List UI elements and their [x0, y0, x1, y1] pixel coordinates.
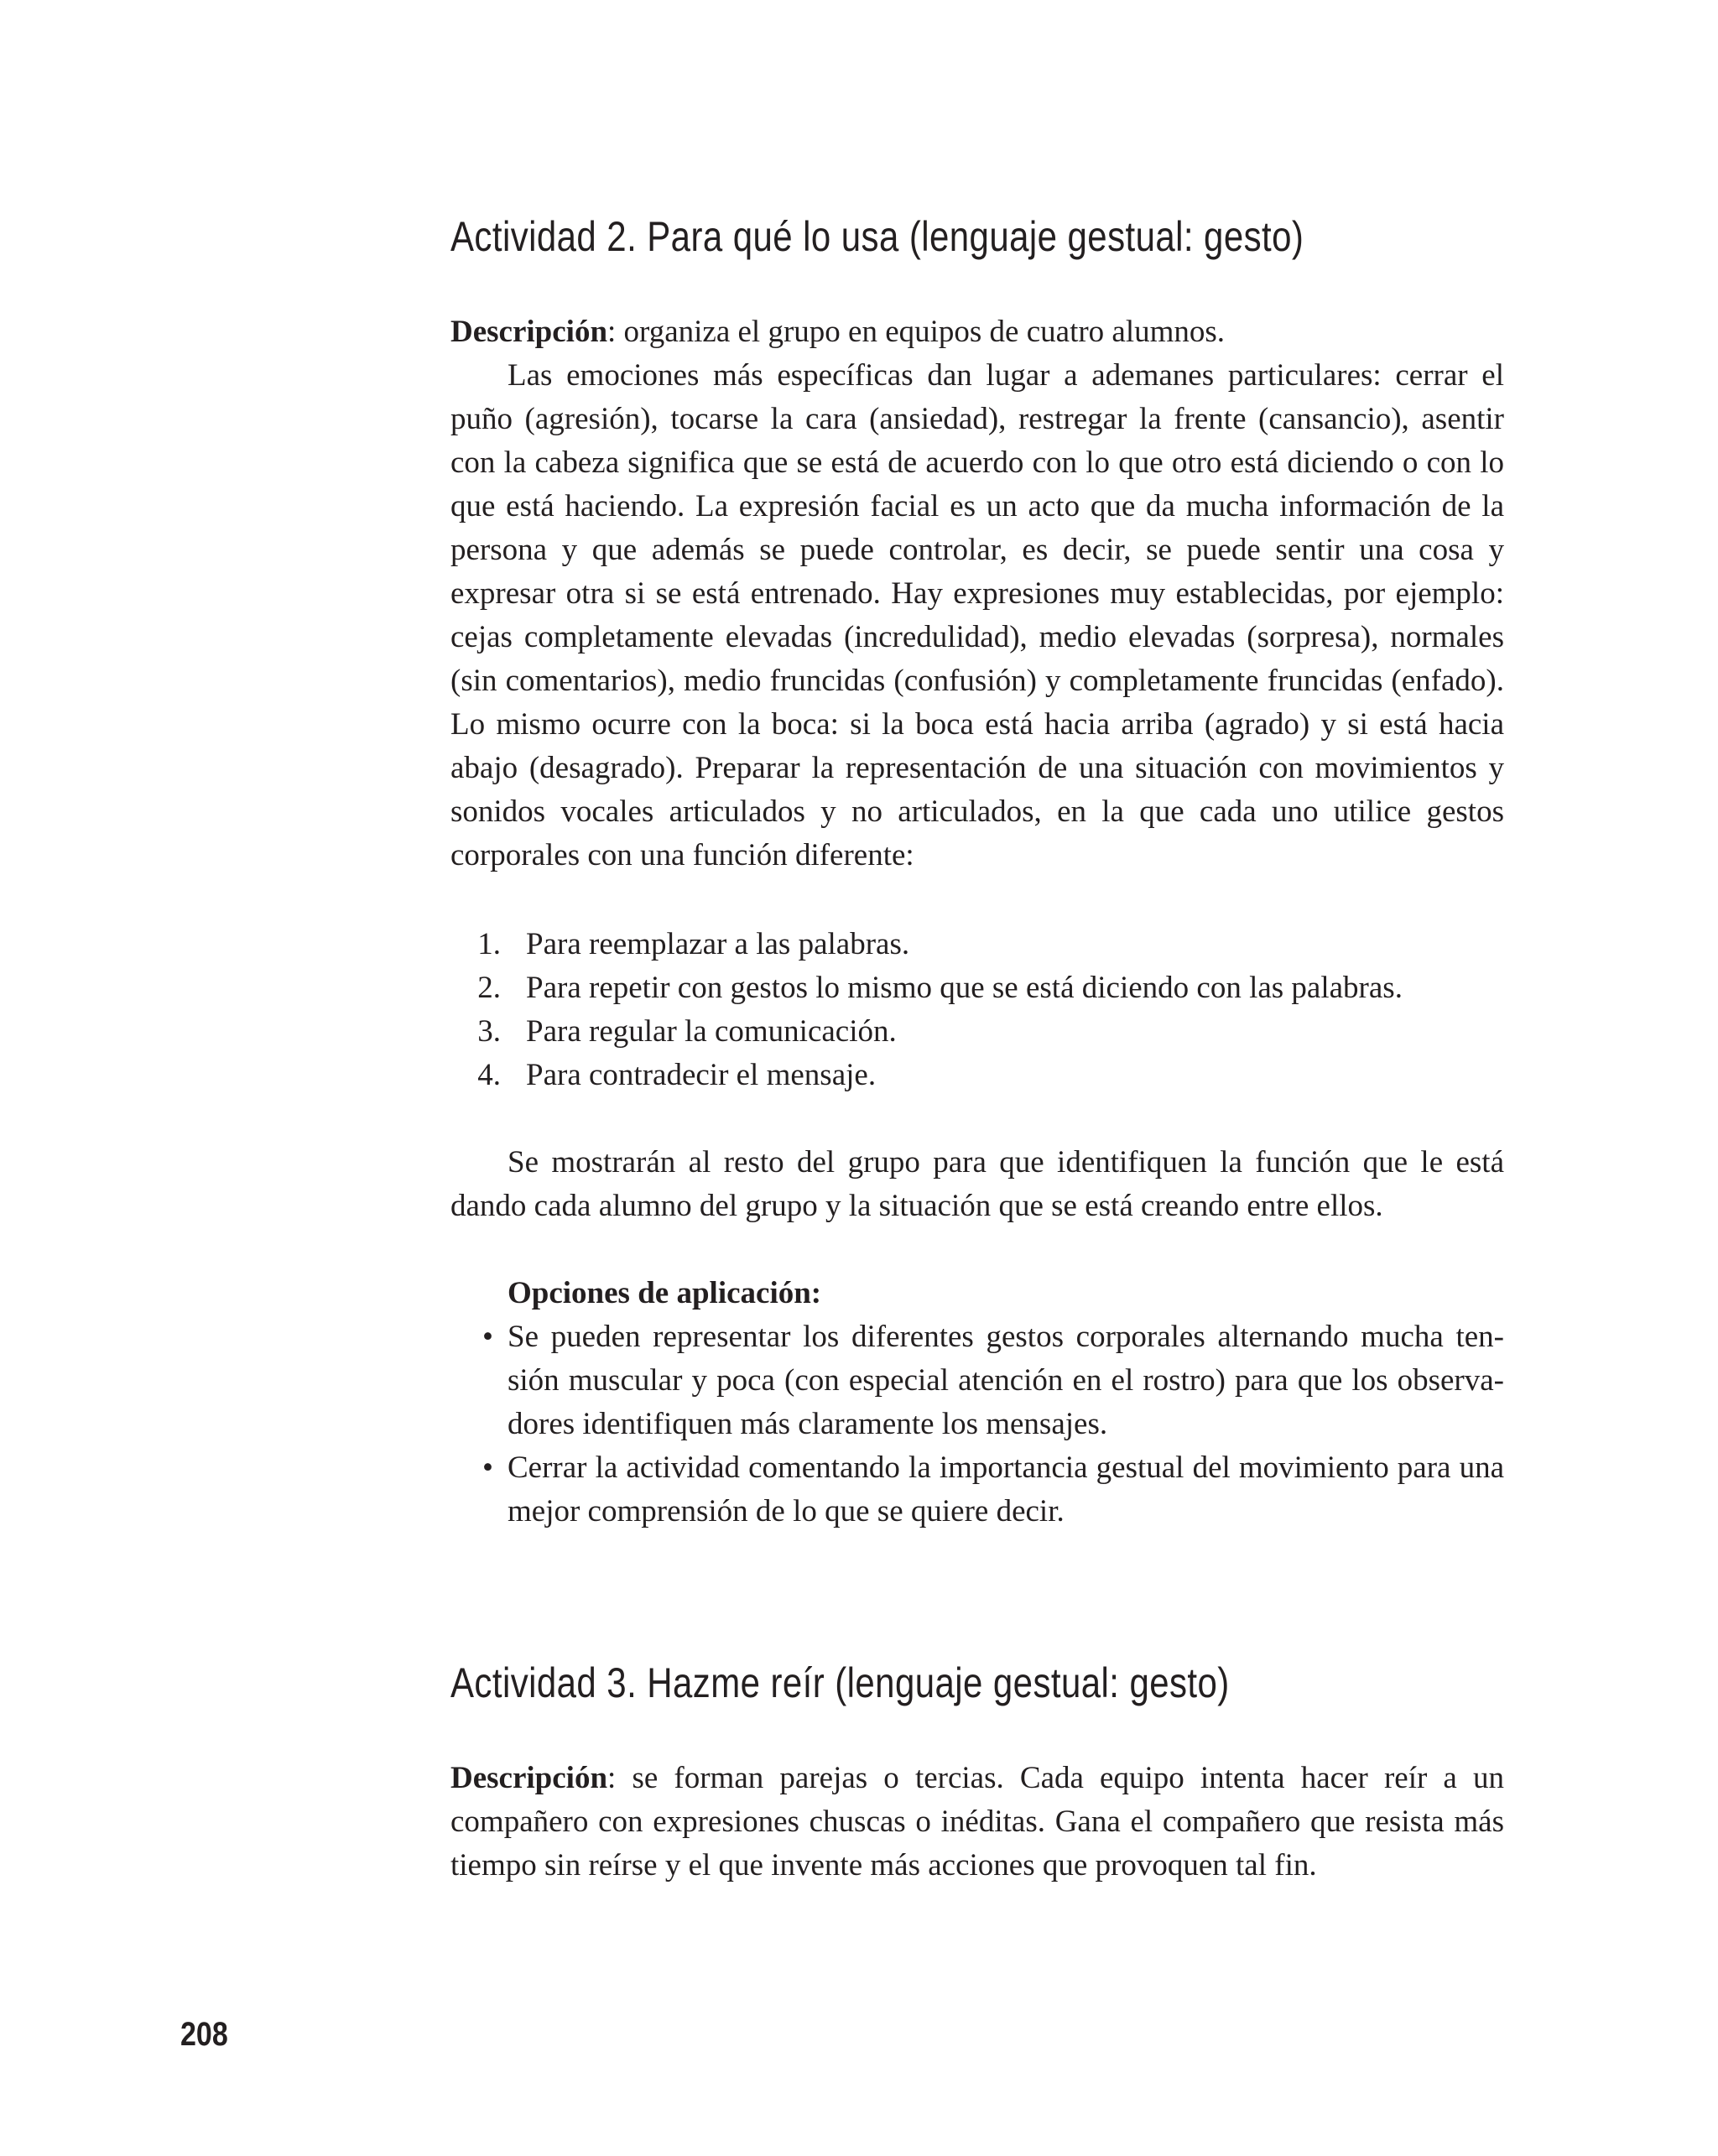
list-item	[450, 1054, 1504, 1097]
description-line	[450, 1757, 1504, 1888]
list-text: Para reemplazar a las palabras.	[526, 927, 910, 961]
bullet-icon: •	[482, 1320, 493, 1354]
list-number: 4.	[477, 1058, 501, 1092]
activity-2-heading: Actividad 2. Para qué lo usa (lenguaje gestual: gesto)	[450, 213, 1304, 260]
description-label: Descripción	[450, 1761, 608, 1795]
list-item	[450, 923, 1504, 966]
activity-3-heading: Actividad 3. Hazme reír (lenguaje gestual: gesto)	[450, 1659, 1230, 1706]
options-title: Opciones de aplicación:	[508, 1276, 822, 1310]
list-item	[450, 966, 1504, 1010]
list-text: Para contradecir el mensaje.	[526, 1058, 877, 1092]
list-item	[450, 1010, 1504, 1054]
list-text: Para regular la comunicación.	[526, 1014, 897, 1049]
description-text: : se forman parejas o tercias. Cada equipo intenta hacer reír a un compañero con expresiones chuscas o inéditas. Gana el compañero que resista más tiempo sin reírse y el que invente más acciones que provoquen tal fin.	[450, 1761, 1504, 1883]
option-text: Se pueden representar los diferentes gestos corporales alternando mucha tensión muscular y poca (con especial atención en el rostro) para que los observadores identifiquen más claramente los mensajes.	[508, 1320, 1504, 1441]
closing-paragraph: Se mostrarán al resto del grupo para que identifiquen la función que le está dando cada alumno del grupo y la situación que se está creando entre ellos.	[450, 1145, 1504, 1223]
activity-2-paragraph: Las emociones más específicas dan lugar a ademanes particulares: cerrar el puño (agresión), tocarse la cara (ansiedad), restregar la frente (cansancio), asentir con la cabeza significa que se está de acuerdo con lo que otro está diciendo o con lo que está haciendo. La expresión facial es un acto que da mucha información de la persona y que además se puede controlar, es decir, se puede sentir una cosa y expresar otra si se está entrenado. Hay expresiones muy establecidas, por ejemplo: cejas completamente elevadas (incredulidad), medio elevadas (sorpresa), normales (sin comentarios), medio fruncidas (confusión) y completamente fruncidas (enfado). Lo mismo ocurre con la boca: si la boca está hacia arriba (agrado) y si está hacia abajo (desagrado). Preparar la representación de una situación con movimientos y sonidos vocales articulados y no articulados, en la que cada uno utilice gestos corporales con una función diferente:	[450, 358, 1504, 872]
activity-2-description	[450, 310, 1504, 878]
list-number: 3.	[477, 1014, 501, 1049]
activity-3-description	[450, 1757, 1504, 1888]
bullet-icon: •	[482, 1450, 493, 1485]
option-text: Cerrar la actividad comentando la importancia gestual del movimiento para una mejor comprensión de lo que se quiere decir.	[508, 1450, 1504, 1528]
list-text: Para repetir con gestos lo mismo que se está diciendo con las palabras.	[526, 971, 1403, 1005]
function-list	[450, 923, 1504, 1097]
description-label: Descripción	[450, 315, 608, 349]
list-number: 1.	[477, 927, 501, 961]
option-item	[450, 1446, 1504, 1534]
activity-2-closing	[450, 1141, 1504, 1228]
options-list	[450, 1315, 1504, 1534]
page-number: 208	[180, 2016, 228, 2053]
description-text: : organiza el grupo en equipos de cuatro alumnos.	[607, 315, 1226, 349]
option-item	[450, 1315, 1504, 1446]
list-number: 2.	[477, 971, 501, 1005]
description-line	[450, 310, 1504, 354]
application-options	[450, 1272, 1504, 1534]
